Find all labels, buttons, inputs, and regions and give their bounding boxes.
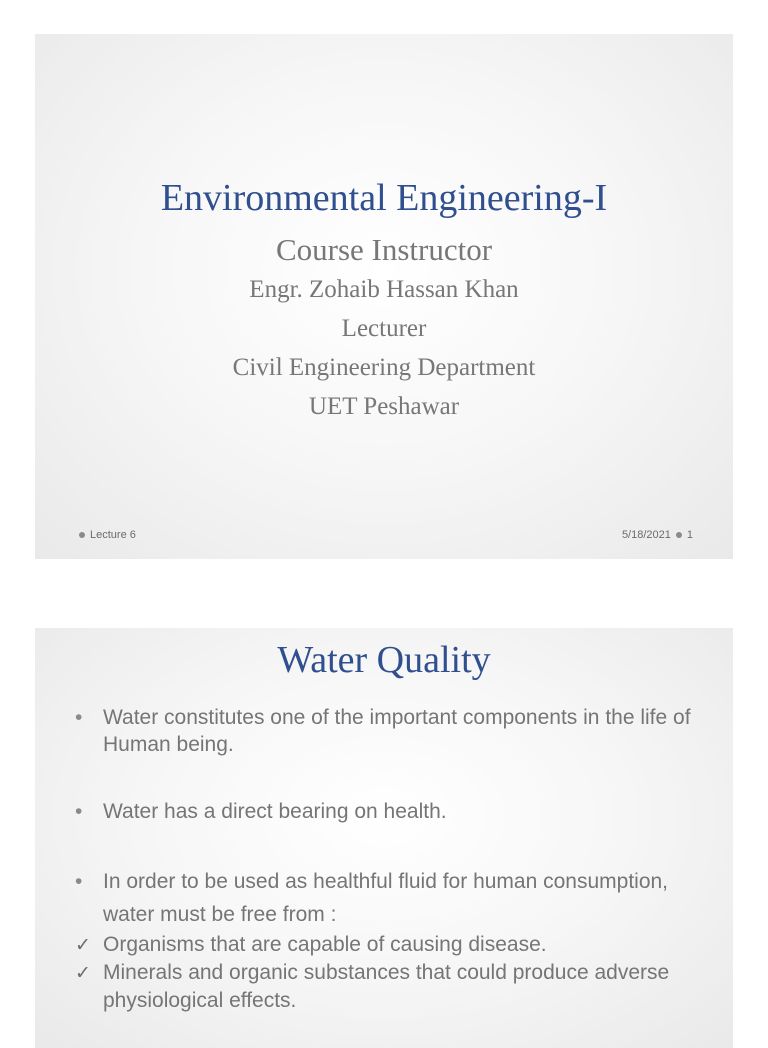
instructor-institution: UET Peshawar: [308, 393, 460, 420]
bullet-dot-icon: [676, 532, 682, 538]
check-item-text: Organisms that are capable of causing disease.: [103, 933, 547, 956]
slide-footer-right: [622, 529, 693, 541]
check-mark-icon: ✓: [75, 934, 91, 956]
bullet-list: [75, 704, 703, 1015]
instructor-department: Civil Engineering Department: [232, 354, 536, 381]
check-item: [75, 931, 703, 959]
slide-1: [35, 34, 733, 559]
bullet-item: • In order to be used as healthful fluid for human consumption, water must be free from :: [75, 865, 703, 931]
slide-footer-left: [79, 529, 136, 541]
footer-date: 5/18/2021: [621, 529, 671, 541]
bullet-item: • Water constitutes one of the important components in the life of Human being.: [75, 704, 703, 758]
subtitle-heading: Course Instructor: [275, 232, 493, 267]
footer-lecture-label: Lecture 6: [90, 529, 136, 541]
slide-title: Water Quality: [277, 639, 491, 681]
check-item-text: Minerals and organic substances that could produce adverse physiological effects.: [103, 961, 670, 1012]
bullet-item: • Water has a direct bearing on health.: [75, 798, 703, 825]
slide-2: [35, 628, 733, 1048]
bullet-dot-icon: [79, 532, 85, 538]
instructor-position: Lecturer: [341, 315, 427, 342]
check-item: [75, 959, 703, 1015]
slide-title: Environmental Engineering-I: [160, 177, 608, 219]
check-mark-icon: ✓: [75, 962, 91, 984]
instructor-name: Engr. Zohaib Hassan Khan: [249, 276, 519, 303]
slide-subtitle: [35, 230, 733, 426]
footer-page-number: 1: [686, 529, 693, 541]
